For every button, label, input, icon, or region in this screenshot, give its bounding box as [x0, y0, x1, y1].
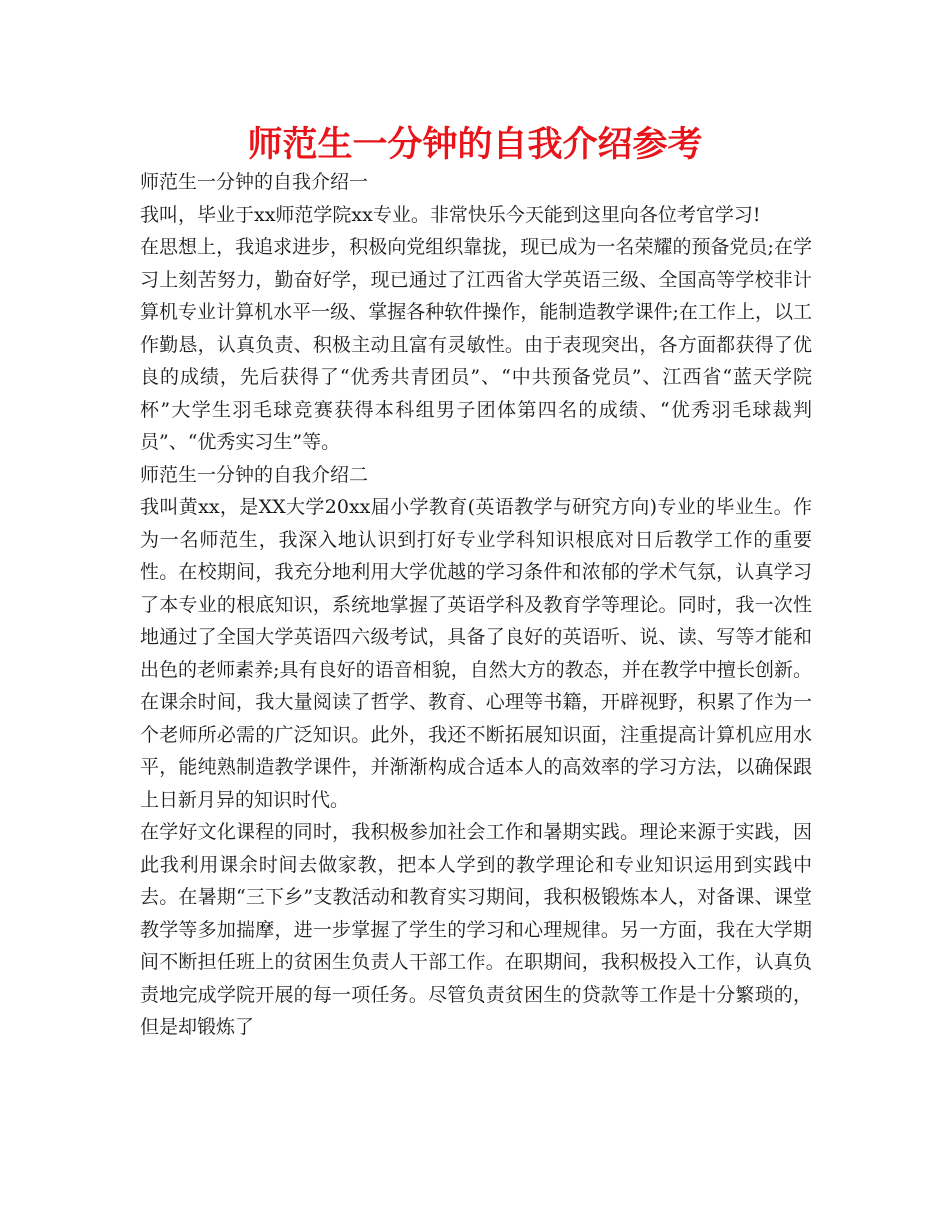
- paragraph: 我叫，毕业于xx师范学院xx专业。非常快乐今天能到这里向各位考官学习!: [140, 203, 761, 226]
- section-heading-1: 师范生一分钟的自我介绍一: [140, 171, 369, 193]
- paragraph: 我叫黄xx，是XX大学20xx届小学教育(英语教学与研究方向)专业的毕业生。作为一名师范生，我深入地认识到打好专业学科知识根底对日后教学工作的重要性。在校期间，我充分地利用大学优越的学习条件和浓郁的学术气氛，认真学习了本专业的根底知识，系统地掌握了英语学科及教育学等理论。同时，我一次性地通过了全国大学英语四六级考试，具备了良好的英语听、说、读、写等才能和出色的老师素养;具有良好的语音相貌，自然大方的教态，并在教学中擅长创新。在课余时间，我大量阅读了哲学、教育、心理等书籍，开辟视野，积累了作为一个老师所必需的广泛知识。此外，我还不断拓展知识面，注重提高计算机应用水平，能纯熟制造教学课件，并渐渐构成合适本人的高效率的学习方法，以确保跟上日新月异的知识时代。: [140, 496, 812, 811]
- section-heading-2: 师范生一分钟的自我介绍二: [140, 463, 369, 486]
- paragraph: 在学好文化课程的同时，我积极参加社会工作和暑期实践。理论来源于实践，因此我利用课余时间去做家教，把本人学到的教学理论和专业知识运用到实践中去。在暑期“三下乡”支教活动和教育实习期间，我积极锻炼本人，对备课、课堂教学等多加揣摩，进一步掌握了学生的学习和心理规律。另一方面，我在大学期间不断担任班上的贫困生负责人干部工作。在职期间，我积极投入工作，认真负责地完成学院开展的每一项任务。尽管负责贫困生的贷款等工作是十分繁琐的，但是却锻炼了: [140, 821, 812, 1038]
- document-title: 师范生一分钟的自我介绍参考: [247, 125, 703, 165]
- paragraph: 在思想上，我追求进步，积极向党组织靠拢，现已成为一名荣耀的预备党员;在学习上刻苦努力，勤奋好学，现已通过了江西省大学英语三级、全国高等学校非计算机专业计算机水平一级、掌握各种软件操作，能制造教学课件;在工作上，以工作勤恳，认真负责、积极主动且富有灵敏性。由于表现突出，各方面都获得了优良的成绩，先后获得了“优秀共青团员”、“中共预备党员”、江西省“蓝天学院杯”大学生羽毛球竞赛获得本科组男子团体第四名的成绩、“优秀羽毛球裁判员”、“优秀实习生”等。: [140, 236, 812, 453]
- document-body: [140, 166, 812, 1044]
